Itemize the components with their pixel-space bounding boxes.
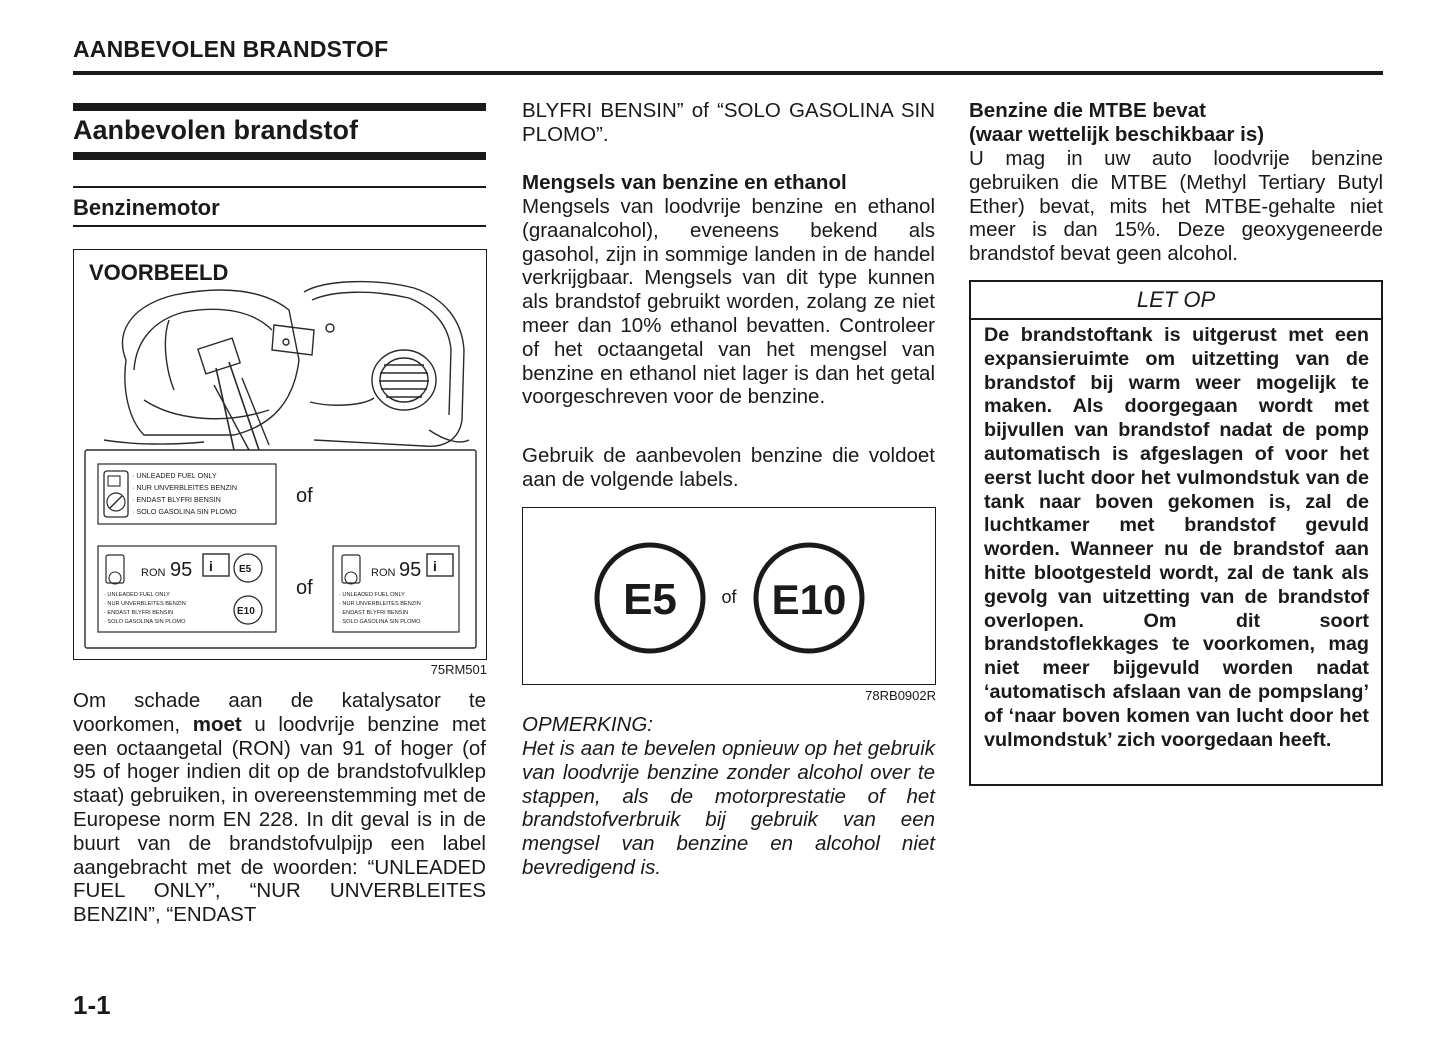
page-number: 1-1 — [73, 990, 111, 1020]
section-rule-top — [73, 103, 486, 111]
label1-line4: · SOLO GASOLINA SIN PLOMO — [132, 507, 237, 516]
subsection-rule-top — [73, 186, 486, 188]
figure2-or-text: of — [721, 587, 737, 607]
label1-line3: · ENDAST BLYFRI BENSIN — [132, 495, 221, 504]
note-text: Het is aan te bevelen opnieuw op het gebruik van loodvrije benzine zonder alcohol over te stappen, als de motorprestatie of het brandstofverbruik bij gebruik van een mengsel van benzine en alcohol niet bevredigend is. — [522, 737, 935, 879]
ethanol-heading: Mengsels van benzine en ethanol — [522, 171, 847, 194]
subsection-title: Benzinemotor — [73, 195, 220, 220]
figure1-caption: 75RM501 — [430, 662, 487, 677]
caution-text: De brandstoftank is uitgerust met een expansieruimte om uitzetting van de brandstof bij warm weer mogelijk te maken. Als doorgegaan wordt met bijvullen van brandstof nadat de pomp automatisch is afgeslagen of voor het eerst lucht door het vulmondstuk van de tank naar boven gekomen is, zal de luchtkamer met brandstof gevuld worden. Wanneer nu de brandstof aan hitte blootgesteld wordt, zal de tank als gevolg van uitzetting van de brandstof overlopen. Om dit soort brandstoflekkages te voorkomen, mag niet meer bijgevuld worden nadat ‘automatisch afslaan van de pompslang’ of ‘naar boven komen van lucht door het vulmondstuk’ zich voorgedaan heeft. — [984, 324, 1369, 751]
col1-paragraph — [73, 689, 486, 927]
label3-line2: · NUR UNVERBLEITES BENZIN — [339, 601, 421, 607]
caution-box — [969, 280, 1383, 786]
label3-line3: · ENDAST BLYFRI BENSIN — [339, 610, 409, 616]
figure1-or-1: of — [296, 485, 313, 507]
label2-line1: · UNLEADED FUEL ONLY — [104, 592, 170, 598]
label2-line3: · ENDAST BLYFRI BENSIN — [104, 610, 174, 616]
running-header: AANBEVOLEN BRANDSTOF — [73, 36, 389, 62]
section-title: Aanbevolen brandstof — [73, 115, 359, 145]
label3-line4: · SOLO GASOLINA SIN PLOMO — [339, 619, 421, 625]
col2-continuation: BLYFRI BENSIN” of “SOLO GASOLINA SIN PLOMO”. — [522, 99, 935, 146]
col1-paragraph-rest: u loodvrije benzine met een octaangetal (RON) van 91 of hoger (of 95 of hoger indien dit op de brandstofvulklep staat) gebruiken, in overeenstemming met de Europese norm EN 228. In dit geval is in de buurt van de brandstofvulpijp een label aangebracht met de woorden: “UNLEADED FUEL ONLY”, “NUR UNVERBLEITES BENZIN”, “ENDAST — [73, 712, 486, 927]
mtbe-heading-1: Benzine die MTBE bevat — [969, 99, 1206, 122]
e10-badge-text: E10 — [771, 576, 847, 623]
header-rule — [73, 71, 1383, 75]
info-icon: i — [209, 558, 213, 574]
fuel-label-figure — [73, 249, 487, 660]
figure2-caption: 78RB0902R — [865, 688, 936, 703]
col1-paragraph-lead: Om schade aan de katalysator te voorkomen, — [73, 689, 486, 736]
figure-tag: VOORBEELD — [89, 260, 229, 285]
fuel-filler-illustration — [74, 250, 485, 658]
e5-badge-text: E5 — [623, 575, 677, 624]
caution-title: LET OP — [971, 282, 1381, 320]
e5-e10-figure — [522, 507, 936, 685]
info-icon: i — [433, 558, 437, 574]
label1-line2: · NUR UNVERBLEITES BENZIN — [132, 483, 238, 492]
mtbe-paragraph: U mag in uw auto loodvrije benzine gebruiken die MTBE (Methyl Tertiary Butyl Ether) bevat, mits het MTBE-gehalte niet meer is dan 15%. Deze geoxygeneerde brandstof bevat geen alcohol. — [969, 147, 1383, 266]
label2-ron-text: RON — [141, 567, 166, 579]
labels-paragraph: Gebruik de aanbevolen benzine die voldoet aan de volgende labels. — [522, 444, 935, 491]
figure1-or-2: of — [296, 577, 313, 599]
label2-line4: · SOLO GASOLINA SIN PLOMO — [104, 619, 186, 625]
label3-ron-text: RON — [371, 567, 396, 579]
label1-line1: · UNLEADED FUEL ONLY — [132, 471, 217, 480]
label2-line2: · NUR UNVERBLEITES BENZIN — [104, 601, 186, 607]
e5-e10-badges — [523, 508, 934, 683]
section-rule-bottom — [73, 152, 486, 160]
subsection-rule-bottom — [73, 225, 486, 227]
label2-e10: E10 — [237, 606, 255, 617]
note-title: OPMERKING: — [522, 713, 653, 736]
label3-ron-value: 95 — [399, 559, 422, 581]
mtbe-heading-2: (waar wettelijk beschikbaar is) — [969, 123, 1265, 146]
col1-paragraph-bold: moet — [192, 712, 242, 736]
label2-e5: E5 — [239, 564, 252, 575]
ethanol-paragraph: Mengsels van loodvrije benzine en ethanol (graanalcohol), eveneens bekend als gasohol, zijn in sommige landen in de handel verkrijgbaar. Mengsels van dit type kunnen als brandstof gebruikt worden, zolang ze niet meer dan 10% ethanol bevatten. Controleer of het octaangetal van het mengsel van benzine en ethanol niet lager is dan het getal voorgeschreven voor de benzine. — [522, 195, 935, 409]
label2-ron-value: 95 — [170, 559, 193, 581]
label3-line1: · UNLEADED FUEL ONLY — [339, 592, 405, 598]
